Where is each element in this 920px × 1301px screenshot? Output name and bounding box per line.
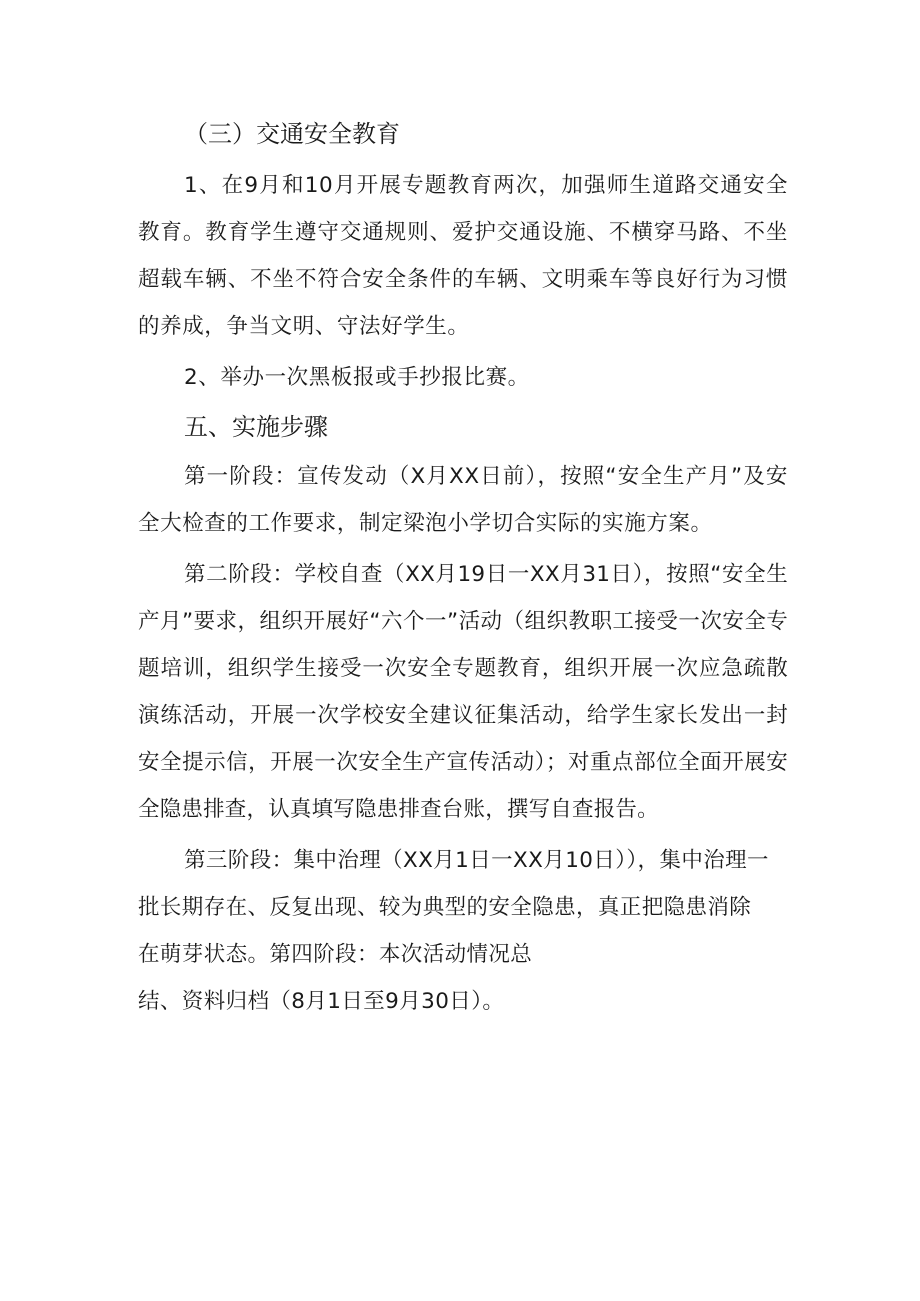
stage-3-line-3: 在萌芽状态。第四阶段：本次活动情况总 <box>138 942 533 967</box>
paragraph-traffic-item-2: 2、举办一次黑板报或手抄报比赛。 <box>184 365 530 390</box>
stage-4-line: 结、资料归档（8月1日至9月30日）。 <box>138 989 505 1014</box>
stage-3-line-1: 第三阶段：集中治理（XX月1日一XX月10日）），集中治理一 <box>184 848 769 873</box>
document-body <box>138 110 788 1025</box>
paragraph-traffic-item-1: 1、在9月和10月开展专题教育两次，加强师生道路交通安全教育。教育学生遵守交通规则、爱护交通设施、不横穿马路、不坐超载车辆、不坐不符合安全条件的车辆、文明乘车等良好行为习惯的养成，争当文明、守法好学生。 <box>138 173 788 339</box>
paragraph-stage-3 <box>138 837 788 1025</box>
section-heading-implementation-steps: 五、实施步骤 <box>184 413 328 441</box>
paragraph-stage-2: 第二阶段：学校自查（XX月19日一XX月31日），按照“安全生产月”要求，组织开展好“六个一”活动（组织教职工接受一次安全专题培训，组织学生接受一次安全专题教育，组织开展一次应急疏散演练活动，开展一次学校安全建议征集活动，给学生家长发出一封安全提示信，开展一次安全生产宣传活动）；对重点部位全面开展安全隐患排查，认真填写隐患排查台账，撰写自查报告。 <box>138 562 788 822</box>
section-heading-traffic-safety: （三）交通安全教育 <box>184 120 400 148</box>
stage-3-line-2: 批长期存在、反复出现、较为典型的安全隐患，真正把隐患消除 <box>138 895 752 920</box>
paragraph-stage-1: 第一阶段：宣传发动（X月XX日前），按照“安全生产月”及安全大检查的工作要求，制定梁泡小学切合实际的实施方案。 <box>138 464 788 536</box>
